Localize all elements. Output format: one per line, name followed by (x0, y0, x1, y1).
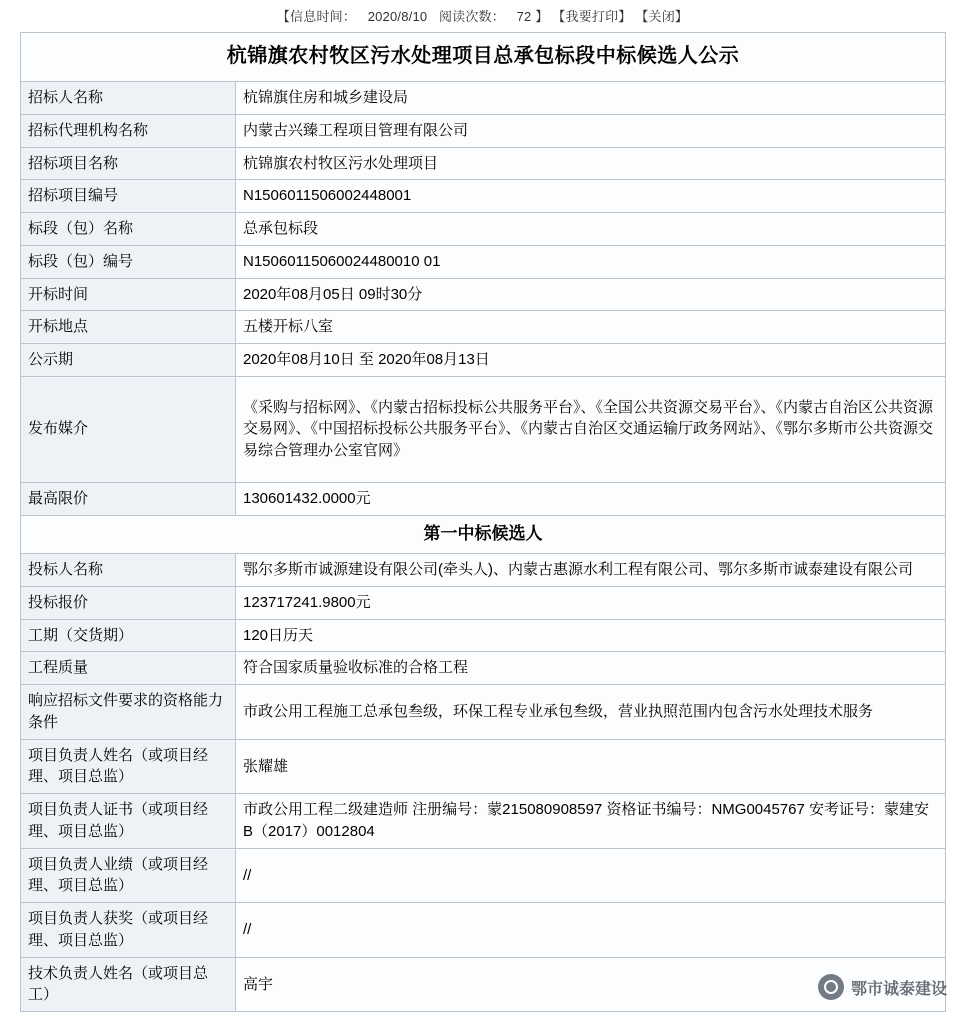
close-link[interactable]: 【关闭】 (635, 9, 689, 24)
info-meta-bar (0, 0, 965, 32)
row-label: 项目负责人姓名（或项目经理、项目总监） (21, 739, 236, 794)
row-label: 标段（包）名称 (21, 213, 236, 246)
table-row (21, 114, 946, 147)
row-value: // (236, 903, 946, 958)
row-label: 开标地点 (21, 311, 236, 344)
table-row (21, 652, 946, 685)
row-label: 响应招标文件要求的资格能力条件 (21, 685, 236, 740)
row-value: 鄂尔多斯市诚源建设有限公司(牵头人)、内蒙古惠源水利工程有限公司、鄂尔多斯市诚泰建设有限公司 (236, 554, 946, 587)
info-time-label: 【信息时间： (276, 9, 357, 24)
table-row (21, 957, 946, 1012)
table-row (21, 82, 946, 115)
row-value: 130601432.0000元 (236, 482, 946, 515)
row-value: 《采购与招标网》、《内蒙古招标投标公共服务平台》、《全国公共资源交易平台》、《内蒙古自治区公共资源交易网》、《中国招标投标公共服务平台》、《内蒙古自治区交通运输厅政务网站》、《鄂尔多斯市公共资源交易综合管理办公室官网》 (236, 376, 946, 482)
row-label: 投标报价 (21, 586, 236, 619)
row-label: 开标时间 (21, 278, 236, 311)
row-label: 项目负责人证书（或项目经理、项目总监） (21, 794, 236, 849)
table-row (21, 482, 946, 515)
table-row (21, 685, 946, 740)
row-label: 招标项目编号 (21, 180, 236, 213)
row-value: 张耀雄 (236, 739, 946, 794)
read-count-label: 阅读次数： (438, 9, 505, 24)
row-label: 招标人名称 (21, 82, 236, 115)
row-label: 最高限价 (21, 482, 236, 515)
table-row (21, 245, 946, 278)
table-row (21, 586, 946, 619)
read-count-close: 】 (535, 9, 549, 24)
read-count-value: 72 (516, 9, 532, 24)
announcement-table (20, 32, 946, 1012)
row-label: 招标项目名称 (21, 147, 236, 180)
row-value: 2020年08月05日 09时30分 (236, 278, 946, 311)
row-value: 杭锦旗住房和城乡建设局 (236, 82, 946, 115)
row-label: 投标人名称 (21, 554, 236, 587)
row-value: // (236, 848, 946, 903)
print-link[interactable]: 【我要打印】 (552, 9, 632, 24)
table-row (21, 903, 946, 958)
table-row (21, 311, 946, 344)
row-value: 123717241.9800元 (236, 586, 946, 619)
row-value: 杭锦旗农村牧区污水处理项目 (236, 147, 946, 180)
table-row (21, 739, 946, 794)
row-label: 标段（包）编号 (21, 245, 236, 278)
table-row (21, 554, 946, 587)
row-value: 总承包标段 (236, 213, 946, 246)
row-label: 技术负责人姓名（或项目总工） (21, 957, 236, 1012)
row-label: 发布媒介 (21, 376, 236, 482)
row-label: 招标代理机构名称 (21, 114, 236, 147)
table-row (21, 147, 946, 180)
row-label: 公示期 (21, 344, 236, 377)
table-row (21, 848, 946, 903)
announcement-table-wrap (20, 32, 945, 1012)
table-row (21, 619, 946, 652)
table-row (21, 213, 946, 246)
page-title: 杭锦旗农村牧区污水处理项目总承包标段中标候选人公示 (21, 33, 946, 82)
row-value: 内蒙古兴臻工程项目管理有限公司 (236, 114, 946, 147)
row-value: 市政公用工程二级建造师 注册编号：蒙215080908597 资格证书编号：NMG0045767 安考证号：蒙建安B（2017）0012804 (236, 794, 946, 849)
table-row (21, 180, 946, 213)
row-value: 高宇 (236, 957, 946, 1012)
row-label: 工程质量 (21, 652, 236, 685)
table-row (21, 794, 946, 849)
row-value: 符合国家质量验收标准的合格工程 (236, 652, 946, 685)
row-label: 项目负责人业绩（或项目经理、项目总监） (21, 848, 236, 903)
table-row (21, 278, 946, 311)
row-value: 120日历天 (236, 619, 946, 652)
section-title: 第一中标候选人 (21, 515, 946, 554)
info-time-value: 2020/8/10 (367, 9, 428, 24)
watermark-text: 鄂市诚泰建设 (850, 980, 947, 998)
table-row (21, 344, 946, 377)
row-label: 项目负责人获奖（或项目经理、项目总监） (21, 903, 236, 958)
table-title-row (21, 33, 946, 82)
row-value: 市政公用工程施工总承包叁级，环保工程专业承包叁级，营业执照范围内包含污水处理技术服务 (236, 685, 946, 740)
row-label: 工期（交货期） (21, 619, 236, 652)
row-value: 2020年08月10日 至 2020年08月13日 (236, 344, 946, 377)
row-value: N15060115060024480010 01 (236, 245, 946, 278)
section-header-row (21, 515, 946, 554)
table-row-media (21, 376, 946, 482)
row-value: N1506011506002448001 (236, 180, 946, 213)
row-value: 五楼开标八室 (236, 311, 946, 344)
